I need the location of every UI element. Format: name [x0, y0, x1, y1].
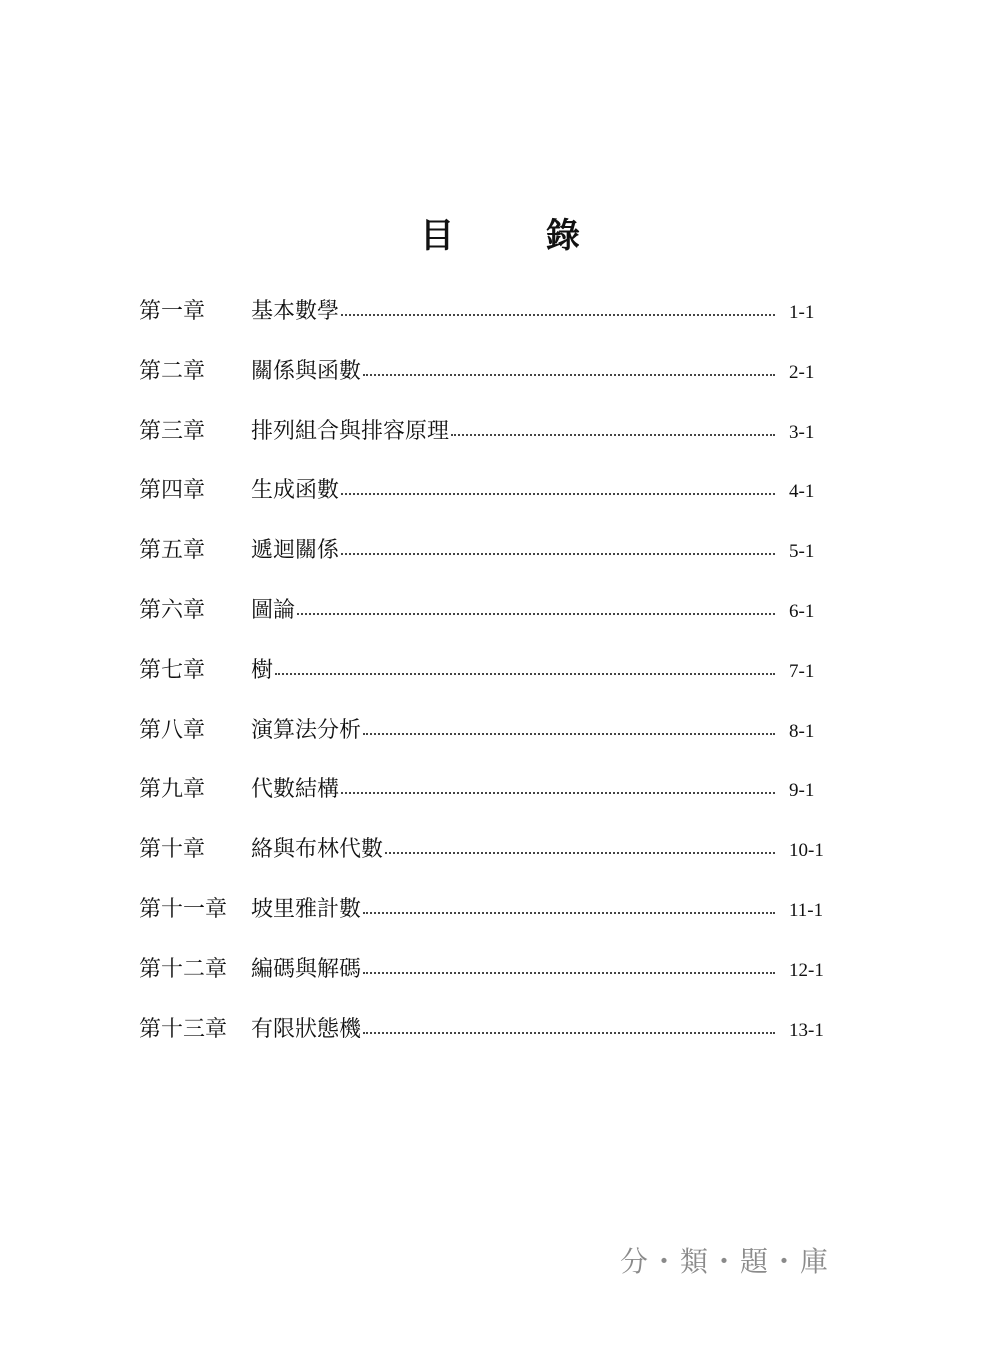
- page-number: 6-1: [789, 600, 815, 622]
- toc-entry-1[interactable]: [139, 294, 829, 354]
- toc-entry-11[interactable]: [139, 892, 829, 952]
- dot-leader: [363, 911, 775, 914]
- dot-leader: [451, 433, 775, 436]
- chapter-label: 第三章: [139, 418, 206, 444]
- chapter-label: 第八章: [139, 717, 206, 743]
- chapter-label: 第六章: [139, 597, 206, 623]
- toc-entry-2[interactable]: [139, 354, 829, 414]
- page-number: 7-1: [789, 660, 815, 682]
- page-number: 5-1: [789, 541, 815, 563]
- footer-series-label: 分・類・題・庫: [619, 1245, 830, 1278]
- chapter-label: 第一章: [139, 299, 206, 324]
- chapter-label: 第七章: [139, 657, 206, 683]
- toc-entry-4[interactable]: [139, 473, 829, 533]
- chapter-label: 第十一章: [139, 896, 228, 922]
- chapter-title: 基本數學: [251, 299, 340, 324]
- dot-leader: [363, 1031, 775, 1034]
- chapter-title: 絡與布林代數: [251, 837, 384, 863]
- page-number: 1-1: [789, 302, 815, 323]
- chapter-title: 編碼與解碼: [251, 956, 362, 982]
- page-number: 11-1: [789, 899, 824, 921]
- page-number: 2-1: [789, 361, 815, 383]
- dot-leader: [363, 971, 775, 974]
- chapter-title: 樹: [251, 657, 274, 683]
- toc-entry-8[interactable]: [139, 713, 829, 773]
- chapter-title: 有限狀態機: [251, 1016, 362, 1042]
- dot-leader: [363, 373, 775, 376]
- page-number: 9-1: [789, 780, 815, 802]
- dot-leader: [341, 313, 775, 316]
- chapter-title: 生成函數: [251, 478, 340, 504]
- chapter-title: 圖論: [251, 597, 296, 623]
- page-number: 10-1: [789, 840, 824, 862]
- dot-leader: [363, 732, 775, 735]
- page-number: 8-1: [789, 720, 815, 742]
- table-of-contents: [139, 294, 829, 1071]
- dot-leader: [341, 791, 775, 794]
- toc-entry-3[interactable]: [139, 414, 829, 474]
- dot-leader: [341, 552, 775, 555]
- dot-leader: [297, 612, 775, 615]
- chapter-label: 第四章: [139, 478, 206, 504]
- chapter-label: 第十二章: [139, 956, 228, 982]
- dot-leader: [341, 492, 775, 495]
- chapter-title: 關係與函數: [251, 358, 362, 384]
- chapter-label: 第九章: [139, 777, 206, 803]
- toc-entry-7[interactable]: [139, 653, 829, 713]
- toc-entry-12[interactable]: [139, 952, 829, 1012]
- dot-leader: [385, 851, 775, 854]
- chapter-title: 演算法分析: [251, 717, 362, 743]
- chapter-label: 第十三章: [139, 1016, 228, 1042]
- page-title: 目 錄: [420, 216, 620, 256]
- page-number: 13-1: [789, 1019, 824, 1041]
- page-number: 3-1: [789, 421, 815, 443]
- toc-entry-10[interactable]: [139, 832, 829, 892]
- page-number: 4-1: [789, 481, 815, 503]
- page-number: 12-1: [789, 959, 824, 981]
- chapter-title: 排列組合與排容原理: [251, 418, 450, 444]
- toc-entry-6[interactable]: [139, 593, 829, 653]
- chapter-title: 遞迴關係: [251, 538, 340, 564]
- chapter-title: 坡里雅計數: [251, 896, 362, 922]
- chapter-label: 第十章: [139, 837, 206, 863]
- chapter-label: 第五章: [139, 538, 206, 564]
- dot-leader: [275, 672, 775, 675]
- toc-entry-5[interactable]: [139, 533, 829, 593]
- chapter-title: 代數結構: [251, 777, 340, 803]
- chapter-label: 第二章: [139, 358, 206, 384]
- toc-entry-13[interactable]: [139, 1012, 829, 1072]
- toc-entry-9[interactable]: [139, 772, 829, 832]
